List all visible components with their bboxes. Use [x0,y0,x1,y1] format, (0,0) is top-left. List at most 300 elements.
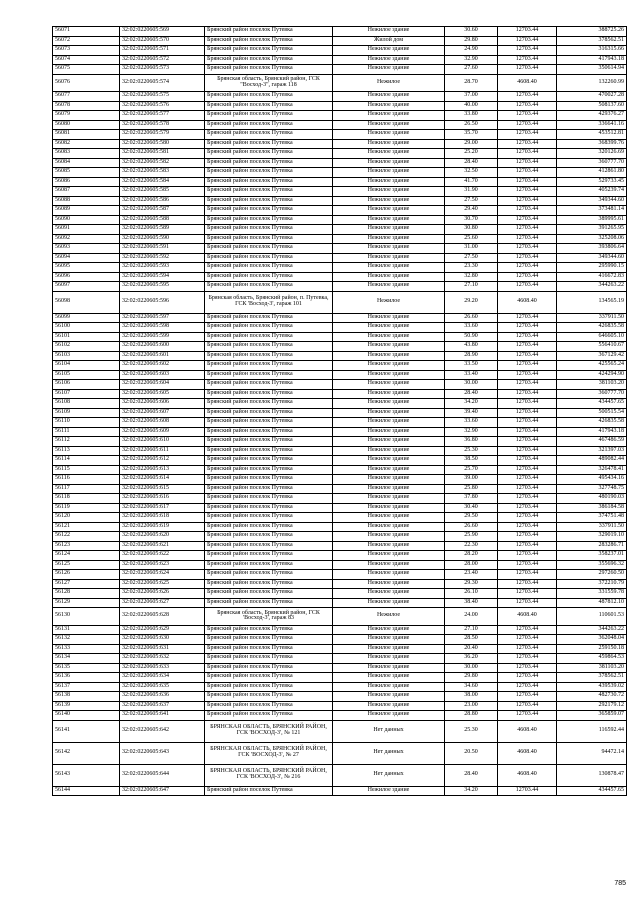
specific-value-cell: 12703.44 [498,263,557,273]
row-number-cell: 56071 [53,27,120,37]
cadastral-number-cell: 32:02:0220605:571 [120,46,205,56]
specific-value-cell: 12703.44 [498,427,557,437]
address-cell: Брянский район поселок Путевка [205,55,333,65]
area-cell: 31.00 [445,244,498,254]
cadastral-value-cell: 327748.75 [557,484,627,494]
cadastral-number-cell: 32:02:0220605:592 [120,253,205,263]
row-number-cell: 56073 [53,46,120,56]
cadastral-number-cell: 32:02:0220605:576 [120,101,205,111]
address-cell: Брянский район поселок Путевка [205,65,333,75]
address-cell: Брянский район поселок Путевка [205,654,333,664]
cadastral-value-cell: 337911.50 [557,313,627,323]
object-type-cell: Нежилое здание [333,196,445,206]
cadastral-number-cell: 32:02:0220605:647 [120,786,205,796]
table-row [53,635,627,645]
row-number-cell: 56072 [53,36,120,46]
area-cell: 41.70 [445,177,498,187]
specific-value-cell: 12703.44 [498,589,557,599]
object-type-cell: Нежилое здание [333,46,445,56]
area-cell: 29.40 [445,206,498,216]
cadastral-value-cell: 259150.18 [557,644,627,654]
cadastral-value-cell: 500515.54 [557,408,627,418]
area-cell: 30.70 [445,215,498,225]
specific-value-cell: 12703.44 [498,244,557,254]
object-type-cell: Нежилое здание [333,389,445,399]
specific-value-cell: 4608.40 [498,742,557,764]
address-cell: Брянский район поселок Путевка [205,111,333,121]
area-cell: 32.90 [445,427,498,437]
specific-value-cell: 12703.44 [498,437,557,447]
table-row [53,446,627,456]
specific-value-cell: 4608.40 [498,764,557,786]
row-number-cell: 56111 [53,427,120,437]
table-row [53,711,627,721]
cadastral-value-table [52,26,627,796]
table-row [53,532,627,542]
cadastral-number-cell: 32:02:0220605:603 [120,370,205,380]
cadastral-number-cell: 32:02:0220605:619 [120,522,205,532]
address-cell: БРЯНСКАЯ ОБЛАСТЬ, БРЯНСКИЙ РАЙОН, ГСК 'ВОСХОД-3', № 27 [205,742,333,764]
table-row [53,120,627,130]
cadastral-value-cell: 372210.79 [557,579,627,589]
cadastral-value-cell: 320126.69 [557,149,627,159]
row-number-cell: 56082 [53,139,120,149]
area-cell: 23.40 [445,570,498,580]
area-cell: 26.60 [445,522,498,532]
cadastral-value-cell: 529733.45 [557,177,627,187]
specific-value-cell: 12703.44 [498,253,557,263]
row-number-cell: 56085 [53,168,120,178]
area-cell: 25.30 [445,446,498,456]
object-type-cell: Нежилое здание [333,551,445,561]
cadastral-number-cell: 32:02:0220605:607 [120,408,205,418]
cadastral-number-cell: 32:02:0220605:617 [120,503,205,513]
area-cell: 38.40 [445,598,498,608]
row-number-cell: 56080 [53,120,120,130]
cadastral-number-cell: 32:02:0220605:625 [120,579,205,589]
cadastral-value-cell: 329019.10 [557,532,627,542]
cadastral-number-cell: 32:02:0220605:605 [120,389,205,399]
cadastral-value-cell: 110601.53 [557,608,627,626]
area-cell: 26.60 [445,313,498,323]
row-number-cell: 56133 [53,644,120,654]
cadastral-number-cell: 32:02:0220605:636 [120,692,205,702]
object-type-cell: Нежилое здание [333,692,445,702]
area-cell: 29.00 [445,139,498,149]
table-row [53,494,627,504]
cadastral-number-cell: 32:02:0220605:627 [120,598,205,608]
cadastral-value-cell: 459864.53 [557,654,627,664]
object-type-cell: Нежилое здание [333,351,445,361]
address-cell: Брянский район поселок Путевка [205,177,333,187]
cadastral-value-cell: 130878.47 [557,764,627,786]
area-cell: 25.20 [445,149,498,159]
table-row [53,27,627,37]
address-cell: Брянский район поселок Путевка [205,408,333,418]
table-row [53,427,627,437]
specific-value-cell: 12703.44 [498,673,557,683]
object-type-cell: Нежилое здание [333,361,445,371]
cadastral-value-cell: 283286.71 [557,541,627,551]
cadastral-value-cell: 321397.03 [557,446,627,456]
area-cell: 28.20 [445,551,498,561]
cadastral-value-cell: 295990.15 [557,263,627,273]
cadastral-value-cell: 316315.66 [557,46,627,56]
area-cell: 34.60 [445,682,498,692]
row-number-cell: 56115 [53,465,120,475]
area-cell: 33.50 [445,361,498,371]
object-type-cell: Нежилое здание [333,187,445,197]
cadastral-value-cell: 417943.18 [557,55,627,65]
object-type-cell: Нежилое здание [333,120,445,130]
specific-value-cell: 12703.44 [498,513,557,523]
table-row [53,418,627,428]
row-number-cell: 56119 [53,503,120,513]
cadastral-number-cell: 32:02:0220605:632 [120,654,205,664]
row-number-cell: 56110 [53,418,120,428]
cadastral-value-cell: 417943.18 [557,427,627,437]
cadastral-value-cell: 358237.01 [557,551,627,561]
table-row [53,111,627,121]
table-row [53,253,627,263]
cadastral-number-cell: 32:02:0220605:608 [120,418,205,428]
cadastral-value-cell: 487812.10 [557,598,627,608]
cadastral-value-cell: 480190.03 [557,494,627,504]
row-number-cell: 56097 [53,282,120,292]
address-cell: Брянский район поселок Путевка [205,253,333,263]
row-number-cell: 56095 [53,263,120,273]
object-type-cell: Нежилое здание [333,522,445,532]
cadastral-number-cell: 32:02:0220605:595 [120,282,205,292]
area-cell: 24.00 [445,608,498,626]
specific-value-cell: 12703.44 [498,635,557,645]
table-row [53,225,627,235]
specific-value-cell: 12703.44 [498,92,557,102]
table-row [53,323,627,333]
specific-value-cell: 12703.44 [498,313,557,323]
object-type-cell: Нежилое [333,291,445,313]
address-cell: Брянский район поселок Путевка [205,263,333,273]
row-number-cell: 56077 [53,92,120,102]
row-number-cell: 56139 [53,701,120,711]
address-cell: Брянский район поселок Путевка [205,351,333,361]
address-cell: БРЯНСКАЯ ОБЛАСТЬ, БРЯНСКИЙ РАЙОН, ГСК 'ВОСХОД-3', № 216 [205,764,333,786]
table-row [53,522,627,532]
table-row [53,598,627,608]
table-row [53,46,627,56]
specific-value-cell: 12703.44 [498,139,557,149]
specific-value-cell: 12703.44 [498,168,557,178]
specific-value-cell: 12703.44 [498,111,557,121]
specific-value-cell: 12703.44 [498,465,557,475]
address-cell: Брянский район поселок Путевка [205,532,333,542]
table-row [53,663,627,673]
address-cell: Брянский район поселок Путевка [205,701,333,711]
object-type-cell: Нежилое здание [333,513,445,523]
specific-value-cell: 12703.44 [498,475,557,485]
table-row [53,313,627,323]
row-number-cell: 56114 [53,456,120,466]
cadastral-value-cell: 439539.02 [557,682,627,692]
cadastral-value-cell: 368399.76 [557,139,627,149]
cadastral-value-cell: 355696.32 [557,560,627,570]
table-row [53,475,627,485]
cadastral-number-cell: 32:02:0220605:602 [120,361,205,371]
area-cell: 26.10 [445,589,498,599]
cadastral-value-cell: 362048.04 [557,635,627,645]
cadastral-value-cell: 495434.16 [557,475,627,485]
object-type-cell: Нежилое здание [333,282,445,292]
row-number-cell: 56093 [53,244,120,254]
object-type-cell: Нет данных [333,764,445,786]
object-type-cell: Нежилое здание [333,456,445,466]
table-row [53,570,627,580]
address-cell: Брянский район поселок Путевка [205,635,333,645]
object-type-cell: Нежилое здание [333,465,445,475]
cadastral-number-cell: 32:02:0220605:600 [120,342,205,352]
address-cell: Брянский район поселок Путевка [205,27,333,37]
cadastral-number-cell: 32:02:0220605:611 [120,446,205,456]
row-number-cell: 56128 [53,589,120,599]
table-row [53,332,627,342]
row-number-cell: 56137 [53,682,120,692]
specific-value-cell: 12703.44 [498,644,557,654]
object-type-cell: Нежилое здание [333,654,445,664]
object-type-cell: Нежилое здание [333,225,445,235]
area-cell: 23.00 [445,701,498,711]
object-type-cell: Нежилое здание [333,663,445,673]
area-cell: 25.90 [445,532,498,542]
specific-value-cell: 12703.44 [498,332,557,342]
row-number-cell: 56076 [53,74,120,92]
object-type-cell: Нежилое здание [333,263,445,273]
object-type-cell: Нежилое здание [333,532,445,542]
object-type-cell: Нежилое здание [333,494,445,504]
table-row [53,187,627,197]
cadastral-value-cell: 453512.81 [557,130,627,140]
table-row [53,742,627,764]
table-row [53,503,627,513]
cadastral-number-cell: 32:02:0220605:644 [120,764,205,786]
area-cell: 27.10 [445,282,498,292]
area-cell: 20.40 [445,644,498,654]
specific-value-cell: 12703.44 [498,234,557,244]
area-cell: 27.10 [445,625,498,635]
object-type-cell: Нежилое здание [333,342,445,352]
object-type-cell: Нежилое здание [333,323,445,333]
specific-value-cell: 12703.44 [498,120,557,130]
row-number-cell: 56126 [53,570,120,580]
cadastral-value-cell: 378562.51 [557,36,627,46]
table-row [53,36,627,46]
row-number-cell: 56101 [53,332,120,342]
specific-value-cell: 12703.44 [498,361,557,371]
area-cell: 28.50 [445,635,498,645]
row-number-cell: 56141 [53,720,120,742]
address-cell: Брянский район поселок Путевка [205,187,333,197]
specific-value-cell: 12703.44 [498,149,557,159]
row-number-cell: 56075 [53,65,120,75]
table-row [53,168,627,178]
specific-value-cell: 12703.44 [498,408,557,418]
table-row [53,342,627,352]
area-cell: 33.40 [445,370,498,380]
address-cell: Брянский район поселок Путевка [205,551,333,561]
table-row [53,608,627,626]
specific-value-cell: 12703.44 [498,682,557,692]
cadastral-number-cell: 32:02:0220605:637 [120,701,205,711]
address-cell: Брянский район поселок Путевка [205,465,333,475]
cadastral-number-cell: 32:02:0220605:598 [120,323,205,333]
area-cell: 25.80 [445,484,498,494]
address-cell: Брянский район поселок Путевка [205,342,333,352]
cadastral-number-cell: 32:02:0220605:613 [120,465,205,475]
cadastral-value-cell: 393806.64 [557,244,627,254]
specific-value-cell: 12703.44 [498,342,557,352]
row-number-cell: 56109 [53,408,120,418]
cadastral-number-cell: 32:02:0220605:626 [120,589,205,599]
table-row [53,196,627,206]
cadastral-value-cell: 134565.19 [557,291,627,313]
specific-value-cell: 12703.44 [498,711,557,721]
row-number-cell: 56144 [53,786,120,796]
specific-value-cell: 12703.44 [498,196,557,206]
cadastral-value-cell: 374751.48 [557,513,627,523]
object-type-cell: Нежилое здание [333,625,445,635]
area-cell: 38.50 [445,456,498,466]
row-number-cell: 56099 [53,313,120,323]
address-cell: Брянский район поселок Путевка [205,282,333,292]
area-cell: 28.40 [445,764,498,786]
specific-value-cell: 12703.44 [498,27,557,37]
cadastral-value-cell: 360777.70 [557,389,627,399]
table-row [53,361,627,371]
address-cell: Брянский район поселок Путевка [205,234,333,244]
address-cell: Брянский район поселок Путевка [205,370,333,380]
object-type-cell: Нежилое здание [333,253,445,263]
row-number-cell: 56124 [53,551,120,561]
cadastral-number-cell: 32:02:0220605:593 [120,263,205,273]
object-type-cell: Нежилое здание [333,332,445,342]
cadastral-value-cell: 412861.80 [557,168,627,178]
cadastral-number-cell: 32:02:0220605:577 [120,111,205,121]
specific-value-cell: 12703.44 [498,598,557,608]
area-cell: 36.80 [445,437,498,447]
cadastral-number-cell: 32:02:0220605:643 [120,742,205,764]
object-type-cell: Нежилое здание [333,272,445,282]
table-row [53,370,627,380]
area-cell: 37.80 [445,494,498,504]
object-type-cell: Нежилое здание [333,408,445,418]
row-number-cell: 56143 [53,764,120,786]
table-row [53,234,627,244]
cadastral-value-cell: 482730.72 [557,692,627,702]
object-type-cell: Нежилое здание [333,570,445,580]
specific-value-cell: 4608.40 [498,608,557,626]
cadastral-number-cell: 32:02:0220605:582 [120,158,205,168]
object-type-cell: Жилой дом [333,36,445,46]
row-number-cell: 56100 [53,323,120,333]
address-cell: Брянский район поселок Путевка [205,120,333,130]
object-type-cell: Нежилое здание [333,579,445,589]
object-type-cell: Нет данных [333,742,445,764]
object-type-cell: Нежилое здание [333,475,445,485]
specific-value-cell: 12703.44 [498,560,557,570]
table-row [53,65,627,75]
page-number: 785 [614,880,626,887]
address-cell: Брянская область, Брянский район, ГСК "Восход-3", гараж 118 [205,74,333,92]
table-row [53,673,627,683]
row-number-cell: 56106 [53,380,120,390]
cadastral-number-cell: 32:02:0220605:628 [120,608,205,626]
table-row [53,291,627,313]
table-row [53,263,627,273]
address-cell: Брянский район поселок Путевка [205,225,333,235]
cadastral-value-cell: 132260.99 [557,74,627,92]
specific-value-cell: 12703.44 [498,503,557,513]
specific-value-cell: 12703.44 [498,456,557,466]
specific-value-cell: 12703.44 [498,522,557,532]
specific-value-cell: 12703.44 [498,101,557,111]
address-cell: Брянский район поселок Путевка [205,36,333,46]
cadastral-value-cell: 470027.28 [557,92,627,102]
object-type-cell: Нежилое здание [333,101,445,111]
area-cell: 30.80 [445,225,498,235]
object-type-cell: Нежилое здание [333,484,445,494]
row-number-cell: 56104 [53,361,120,371]
cadastral-number-cell: 32:02:0220605:591 [120,244,205,254]
row-number-cell: 56098 [53,291,120,313]
cadastral-number-cell: 32:02:0220605:587 [120,206,205,216]
object-type-cell: Нежилое здание [333,244,445,254]
object-type-cell: Нежилое здание [333,598,445,608]
cadastral-number-cell: 32:02:0220605:635 [120,682,205,692]
cadastral-value-cell: 424294.90 [557,370,627,380]
row-number-cell: 56092 [53,234,120,244]
cadastral-number-cell: 32:02:0220605:580 [120,139,205,149]
address-cell: Брянский район поселок Путевка [205,673,333,683]
table-row [53,589,627,599]
table-row [53,625,627,635]
table-row [53,139,627,149]
row-number-cell: 56079 [53,111,120,121]
area-cell: 30.60 [445,27,498,37]
row-number-cell: 56089 [53,206,120,216]
cadastral-value-cell: 429376.27 [557,111,627,121]
area-cell: 25.60 [445,234,498,244]
cadastral-number-cell: 32:02:0220605:594 [120,272,205,282]
table-row [53,484,627,494]
table-row [53,408,627,418]
cadastral-value-cell: 381103.20 [557,663,627,673]
cadastral-value-cell: 416672.83 [557,272,627,282]
cadastral-value-cell: 389995.61 [557,215,627,225]
area-cell: 32.80 [445,272,498,282]
cadastral-number-cell: 32:02:0220605:599 [120,332,205,342]
table-row [53,465,627,475]
cadastral-number-cell: 32:02:0220605:579 [120,130,205,140]
specific-value-cell: 12703.44 [498,579,557,589]
table-body [53,27,627,796]
object-type-cell: Нежилое здание [333,711,445,721]
object-type-cell: Нежилое здание [333,437,445,447]
area-cell: 27.50 [445,196,498,206]
cadastral-number-cell: 32:02:0220605:575 [120,92,205,102]
row-number-cell: 56112 [53,437,120,447]
object-type-cell: Нежилое здание [333,313,445,323]
cadastral-number-cell: 32:02:0220605:590 [120,234,205,244]
table-row [53,399,627,409]
